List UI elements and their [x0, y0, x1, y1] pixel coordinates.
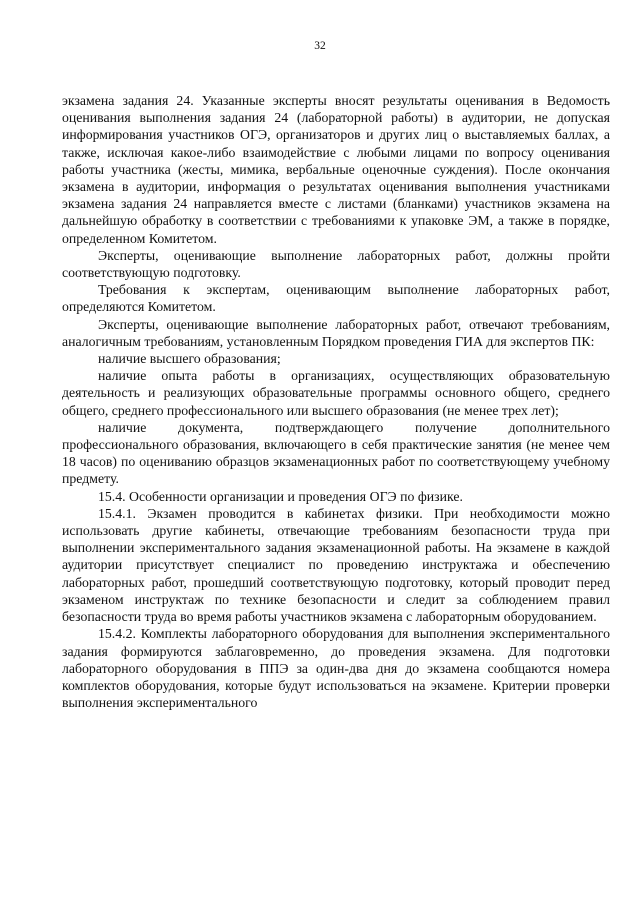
page-number: 32: [314, 40, 326, 52]
section-heading-15-4: 15.4. Особенности организации и проведения ОГЭ по физике.: [98, 488, 463, 504]
list-item-work-experience: наличие опыта работы в организациях, осуществляющих образовательную деятельность и реализующих образовательные программы основного общего, среднего общего, среднего профессионального или высшего образования (не менее трех лет);: [62, 368, 610, 418]
paragraph-experts-training: Эксперты, оценивающие выполнение лабораторных работ, должны пройти соответствующую подготовку.: [62, 247, 610, 281]
list-item-additional-education: наличие документа, подтверждающего получение дополнительного профессионального образования, включающего в себя практические занятия (не менее чем 18 часов) по оцениванию образцов экзаменационных работ по соответствующему учебному предмету.: [62, 419, 610, 487]
body-text: [62, 92, 610, 711]
paragraph-continuation: экзамена задания 24. Указанные эксперты вносят результаты оценивания в Ведомость оценивания выполнения задания 24 (лабораторной работы) в аудитории, не допуская информирования участников ОГЭ, организаторов и других лиц о выставляемых баллах, а также, исключая какое-либо взаимодействие с любыми лицами по вопросу оценивания работы участника (жесты, мимика, вербальные оценочные суждения). После окончания экзамена в аудитории, информация о результатах оценивания выполнения участниками экзамена задания 24 направляется вместе с листами (бланками) участников экзамена на дальнейшую обработку в соответствии с требованиями к упаковке ЭМ, а также в порядке, определенном Комитетом.: [62, 93, 610, 246]
paragraph-experts-requirements: Требования к экспертам, оценивающим выполнение лабораторных работ, определяются Комитетом.: [62, 282, 610, 315]
paragraph-15-4-1: 15.4.1. Экзамен проводится в кабинетах физики. При необходимости можно использовать другие кабинеты, отвечающие требованиям безопасности труда при выполнении экспериментального задания экзаменационной работы. На экзамене в каждой аудитории присутствует специалист по проведению инструктажа и обеспечению лабораторных работ, прошедший соответствующую подготовку, который проводит перед экзаменом инструктаж по технике безопасности и следит за соблюдением правил безопасности труда во время работы участников экзамена с лабораторным оборудованием.: [62, 505, 610, 625]
list-item-higher-education: наличие высшего образования;: [98, 351, 281, 367]
paragraph-experts-criteria: Эксперты, оценивающие выполнение лабораторных работ, отвечают требованиям, аналогичным требованиям, установленным Порядком проведения ГИА для экспертов ПК:: [62, 316, 610, 349]
paragraph-15-4-2: 15.4.2. Комплекты лабораторного оборудования для выполнения экспериментального задания формируются заблаговременно, до проведения экзамена. Для подготовки лабораторного оборудования в ППЭ за один-два дня до экзамена сообщаются номера комплектов оборудования, которые будут использоваться на экзамене. Критерии проверки выполнения экспериментального: [62, 626, 610, 711]
